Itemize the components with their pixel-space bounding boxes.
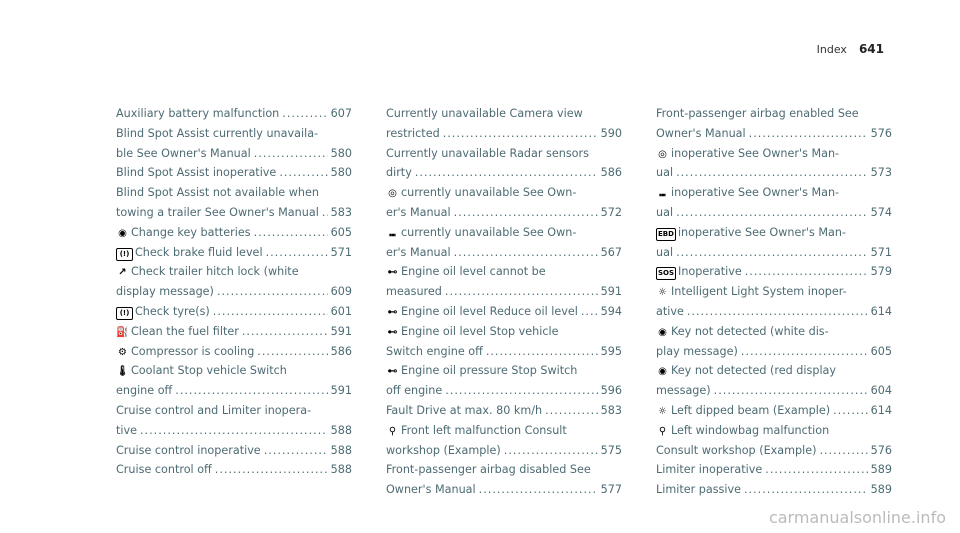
index-entry[interactable] bbox=[656, 361, 892, 401]
index-entry-line bbox=[386, 163, 622, 183]
index-entry[interactable] bbox=[386, 401, 622, 421]
index-entry[interactable] bbox=[116, 262, 352, 302]
page-reference[interactable]: 583 bbox=[330, 205, 352, 219]
entry-text: er's Manual bbox=[386, 205, 451, 219]
index-entry-line bbox=[656, 460, 892, 480]
entry-text: Engine oil level Stop vehicle bbox=[401, 324, 559, 338]
entry-text: restricted bbox=[386, 126, 440, 140]
compressor-icon: ⚙ bbox=[118, 346, 127, 358]
watermark: carmanualsonline.info bbox=[768, 508, 946, 527]
entry-text: Cruise control and Limiter inopera- bbox=[116, 403, 312, 417]
dot-leader bbox=[213, 302, 328, 322]
index-entry[interactable] bbox=[116, 124, 352, 164]
index-entry[interactable] bbox=[656, 322, 892, 362]
index-entry[interactable] bbox=[386, 262, 622, 302]
entry-text: Auxiliary battery malfunction bbox=[116, 107, 280, 120]
entry-text: Clean the fuel filter bbox=[131, 324, 239, 338]
index-entry-line bbox=[116, 243, 352, 263]
dot-leader bbox=[264, 441, 328, 461]
page-reference[interactable]: 576 bbox=[870, 126, 892, 140]
entry-text: Check tyre(s) bbox=[135, 304, 210, 318]
dot-leader bbox=[581, 302, 598, 322]
entry-text: currently unavailable See Own- bbox=[401, 225, 577, 239]
index-entry-line bbox=[116, 144, 352, 164]
index-entry-line bbox=[656, 381, 892, 401]
index-entry[interactable] bbox=[656, 460, 892, 480]
tire-pressure-icon: (!) bbox=[116, 307, 133, 320]
key-icon: ◉ bbox=[658, 326, 667, 338]
index-entry[interactable] bbox=[656, 223, 892, 263]
entry-text: ual bbox=[656, 166, 674, 180]
entry-text: Currently unavailable Radar sensors bbox=[386, 146, 589, 160]
entry-text: dirty bbox=[386, 166, 412, 180]
entry-text: Inoperative bbox=[678, 265, 742, 279]
page-reference[interactable]: 577 bbox=[600, 483, 622, 497]
dot-leader bbox=[242, 322, 328, 342]
index-entry-line bbox=[656, 322, 892, 342]
entry-text: inoperative See Owner's Man- bbox=[677, 225, 847, 239]
page-reference[interactable]: 574 bbox=[870, 205, 892, 219]
index-entry[interactable] bbox=[116, 183, 352, 223]
dot-leader bbox=[257, 342, 327, 362]
index-entry[interactable] bbox=[386, 223, 622, 263]
seat-icon: ⑉ bbox=[659, 188, 666, 200]
index-entry-line bbox=[386, 361, 622, 381]
entry-text: play message) bbox=[656, 344, 738, 358]
page-reference[interactable]: 605 bbox=[330, 225, 352, 239]
entry-text: Engine oil level Reduce oil level bbox=[401, 304, 578, 318]
page-reference[interactable]: 575 bbox=[600, 443, 622, 457]
index-entry-line bbox=[116, 441, 352, 461]
brake-warning-icon: (!) bbox=[116, 248, 133, 261]
index-column-2 bbox=[386, 104, 622, 500]
index-entry-line bbox=[386, 401, 622, 421]
entry-text: workshop (Example) bbox=[386, 443, 501, 457]
entry-text: Cruise control inoperative bbox=[116, 443, 261, 457]
index-entry-line bbox=[656, 183, 892, 203]
entry-text: Key not detected (red display bbox=[671, 364, 837, 378]
airbag-icon: ⚲ bbox=[658, 425, 667, 437]
dot-leader bbox=[445, 282, 598, 302]
index-entry-line bbox=[656, 441, 892, 461]
dot-leader bbox=[749, 124, 868, 144]
entry-text: Intelligent Light System inoper- bbox=[671, 285, 847, 299]
entry-text: Check trailer hitch lock (white bbox=[131, 265, 299, 279]
index-entry-line bbox=[116, 421, 352, 441]
entry-text: Fault Drive at max. 80 km/h bbox=[386, 403, 543, 417]
entry-text: Change key batteries bbox=[131, 225, 251, 239]
key-icon: ◉ bbox=[118, 227, 127, 239]
entry-text: Engine oil pressure Stop Switch bbox=[401, 364, 578, 378]
page-reference[interactable]: 567 bbox=[600, 245, 622, 259]
entry-text: Limiter inoperative bbox=[656, 463, 763, 477]
index-entry-line bbox=[116, 322, 352, 342]
sos-icon: SOS bbox=[656, 267, 676, 280]
dot-leader bbox=[676, 163, 868, 183]
page-reference[interactable]: 588 bbox=[330, 443, 352, 457]
entry-text: measured bbox=[386, 285, 442, 299]
index-entry-line bbox=[386, 262, 622, 282]
index-entry-line bbox=[116, 262, 352, 282]
index-entry-line bbox=[116, 460, 352, 480]
entry-text: message) bbox=[656, 384, 711, 398]
oil-pressure-icon: ⊷ bbox=[387, 366, 398, 378]
dot-leader bbox=[741, 342, 868, 362]
index-entry[interactable] bbox=[656, 421, 892, 461]
index-entry-line bbox=[116, 183, 352, 203]
page-reference[interactable]: 588 bbox=[330, 463, 352, 477]
page-reference[interactable]: 586 bbox=[600, 166, 622, 180]
dot-leader bbox=[282, 104, 327, 124]
index-entry[interactable] bbox=[656, 183, 892, 223]
index-entry-line bbox=[656, 144, 892, 164]
entry-text: Switch engine off bbox=[386, 344, 483, 358]
oil-can-icon: ⊷ bbox=[387, 267, 398, 279]
page-reference[interactable]: 591 bbox=[600, 285, 622, 299]
page-reference[interactable]: 591 bbox=[330, 324, 352, 338]
dot-leader bbox=[687, 302, 868, 322]
dot-leader bbox=[504, 441, 598, 461]
entry-text: engine off bbox=[116, 384, 173, 398]
page-reference[interactable]: 589 bbox=[870, 483, 892, 497]
index-entry-line bbox=[116, 163, 352, 183]
index-entry-line bbox=[386, 124, 622, 144]
index-entry-line bbox=[116, 124, 352, 144]
index-entry-line bbox=[656, 203, 892, 223]
page-reference[interactable]: 614 bbox=[870, 304, 892, 318]
page-reference[interactable]: 571 bbox=[330, 245, 352, 259]
entry-text: Coolant Stop vehicle Switch bbox=[131, 364, 287, 378]
ebd-icon: EBD bbox=[656, 228, 676, 241]
index-entry[interactable] bbox=[656, 262, 892, 282]
page-reference[interactable]: 596 bbox=[600, 384, 622, 398]
dot-leader bbox=[676, 243, 868, 263]
dot-leader bbox=[415, 163, 598, 183]
entry-text: Limiter passive bbox=[656, 483, 741, 497]
coolant-icon: 🌡 bbox=[116, 366, 129, 378]
fuel-filter-icon: ⛽ bbox=[116, 326, 129, 338]
index-entry[interactable] bbox=[386, 144, 622, 184]
trailer-hitch-icon: ↗ bbox=[118, 267, 127, 279]
oil-level-icon: ⊷ bbox=[387, 306, 398, 318]
entry-text: currently unavailable See Own- bbox=[401, 186, 577, 200]
entry-text: er's Manual bbox=[386, 245, 451, 259]
index-entry-line bbox=[116, 104, 352, 124]
dot-leader bbox=[215, 460, 328, 480]
index-entry[interactable] bbox=[656, 144, 892, 184]
dot-leader bbox=[714, 381, 868, 401]
seat-icon: ⑉ bbox=[389, 227, 396, 239]
index-entry-line bbox=[656, 480, 892, 500]
dot-leader bbox=[765, 460, 867, 480]
index-entry[interactable] bbox=[386, 361, 622, 401]
dot-leader bbox=[676, 203, 868, 223]
dot-leader bbox=[322, 203, 328, 223]
index-entry[interactable] bbox=[656, 480, 892, 500]
page-reference[interactable]: 589 bbox=[870, 463, 892, 477]
entry-text: Consult workshop (Example) bbox=[656, 443, 817, 457]
dot-leader bbox=[140, 421, 328, 441]
index-entry-line bbox=[656, 243, 892, 263]
dot-leader bbox=[175, 381, 327, 401]
index-column-3 bbox=[656, 104, 892, 500]
index-entry-line bbox=[116, 223, 352, 243]
light-icon: ☼ bbox=[658, 405, 667, 417]
index-entry-line bbox=[386, 421, 622, 441]
index-entry-line bbox=[386, 480, 622, 500]
dot-leader bbox=[254, 223, 328, 243]
entry-text: tive bbox=[116, 423, 137, 437]
page-reference[interactable]: 594 bbox=[600, 304, 622, 318]
page-reference[interactable]: 595 bbox=[600, 344, 622, 358]
entry-text: Owner's Manual bbox=[656, 126, 746, 140]
index-entry[interactable] bbox=[116, 401, 352, 441]
index-entry[interactable] bbox=[116, 342, 352, 362]
index-entry-line bbox=[386, 183, 622, 203]
dot-leader bbox=[445, 381, 597, 401]
index-entry-line bbox=[386, 381, 622, 401]
entry-text: inoperative See Owner's Man- bbox=[671, 186, 840, 200]
index-entry-line bbox=[656, 104, 892, 124]
entry-text: Left dipped beam (Example) bbox=[671, 403, 831, 417]
entry-text: Currently unavailable Camera view bbox=[386, 107, 583, 120]
index-entry-line bbox=[116, 282, 352, 302]
index-entry-line bbox=[656, 163, 892, 183]
index-column-1 bbox=[116, 104, 352, 480]
index-entry-line bbox=[656, 342, 892, 362]
index-entry[interactable] bbox=[116, 460, 352, 480]
entry-text: Owner's Manual bbox=[386, 483, 476, 497]
airbag-icon: ⚲ bbox=[388, 425, 397, 437]
index-entry-line bbox=[386, 203, 622, 223]
dot-leader bbox=[279, 163, 327, 183]
page-reference[interactable]: 591 bbox=[330, 384, 352, 398]
page-reference[interactable]: 607 bbox=[330, 107, 352, 120]
index-entry[interactable] bbox=[116, 361, 352, 401]
page-reference[interactable]: 571 bbox=[870, 245, 892, 259]
page-reference[interactable]: 583 bbox=[600, 403, 622, 417]
key-icon: ◉ bbox=[658, 366, 667, 378]
page-reference[interactable]: 580 bbox=[330, 166, 352, 180]
page-reference[interactable]: 604 bbox=[870, 384, 892, 398]
light-icon: ☼ bbox=[658, 287, 667, 299]
dot-leader bbox=[266, 243, 328, 263]
dot-leader bbox=[443, 124, 598, 144]
page-reference[interactable]: 579 bbox=[870, 265, 892, 279]
entry-text: Engine oil level cannot be bbox=[401, 265, 546, 279]
index-entry-line bbox=[116, 342, 352, 362]
page-reference[interactable]: 580 bbox=[330, 146, 352, 160]
index-entry-line bbox=[386, 144, 622, 164]
index-entry[interactable] bbox=[116, 322, 352, 342]
dot-leader bbox=[254, 144, 328, 164]
steering-assist-icon: ◎ bbox=[388, 188, 397, 200]
index-entry[interactable] bbox=[116, 302, 352, 322]
entry-text: Front-passenger airbag disabled See bbox=[386, 463, 591, 477]
index-entry-line bbox=[386, 441, 622, 461]
index-entry-line bbox=[386, 460, 622, 480]
index-entry[interactable] bbox=[116, 243, 352, 263]
page-reference[interactable]: 572 bbox=[600, 205, 622, 219]
index-entry-line bbox=[386, 342, 622, 362]
index-entry-line bbox=[656, 421, 892, 441]
entry-text: inoperative See Owner's Man- bbox=[671, 146, 840, 160]
dot-leader bbox=[833, 401, 868, 421]
index-entry[interactable] bbox=[386, 302, 622, 322]
page-reference[interactable]: 605 bbox=[870, 344, 892, 358]
index-entry[interactable] bbox=[656, 401, 892, 421]
entry-text: ble See Owner's Manual bbox=[116, 146, 251, 160]
index-entry-line bbox=[116, 203, 352, 223]
page-number: 641 bbox=[858, 42, 884, 56]
page-reference[interactable]: 609 bbox=[330, 285, 352, 299]
index-entry-line bbox=[386, 104, 622, 124]
index-entry[interactable] bbox=[116, 163, 352, 183]
dot-leader bbox=[454, 243, 598, 263]
index-entry-line bbox=[656, 302, 892, 322]
entry-text: display message) bbox=[116, 285, 214, 299]
section-title: Index bbox=[816, 43, 847, 56]
entry-text: off engine bbox=[386, 384, 443, 398]
entry-text: Check brake fluid level bbox=[135, 245, 263, 259]
page-reference[interactable]: 588 bbox=[330, 423, 352, 437]
entry-text: Blind Spot Assist currently unavaila- bbox=[116, 126, 319, 140]
index-entry[interactable] bbox=[386, 421, 622, 461]
page-reference[interactable]: 586 bbox=[330, 344, 352, 358]
index-entry-line bbox=[116, 361, 352, 381]
entry-text: Blind Spot Assist not available when bbox=[116, 186, 319, 200]
steering-assist-icon: ◎ bbox=[658, 148, 667, 160]
index-entry-line bbox=[386, 223, 622, 243]
index-entry-line bbox=[116, 401, 352, 421]
index-entry-line bbox=[656, 223, 892, 243]
dot-leader bbox=[744, 480, 868, 500]
entry-text: Left windowbag malfunction bbox=[671, 423, 830, 437]
page-reference[interactable]: 601 bbox=[330, 304, 352, 318]
index-entry-line bbox=[656, 124, 892, 144]
page-reference[interactable]: 573 bbox=[870, 166, 892, 180]
index-entry[interactable] bbox=[656, 282, 892, 322]
oil-level-icon: ⊷ bbox=[387, 326, 398, 338]
entry-text: towing a trailer See Owner's Manual bbox=[116, 205, 319, 219]
entry-text: ual bbox=[656, 245, 674, 259]
index-entry-line bbox=[116, 302, 352, 322]
page-reference[interactable]: 614 bbox=[870, 403, 892, 417]
entry-text: Key not detected (white dis- bbox=[671, 324, 829, 338]
index-entry[interactable] bbox=[386, 104, 622, 144]
index-entry-line bbox=[656, 401, 892, 421]
entry-text: ative bbox=[656, 304, 684, 318]
entry-text: Blind Spot Assist inoperative bbox=[116, 166, 277, 180]
entry-text: Front-passenger airbag enabled See bbox=[656, 107, 859, 120]
index-entry-line bbox=[656, 361, 892, 381]
dot-leader bbox=[454, 203, 598, 223]
dot-leader bbox=[479, 480, 598, 500]
index-entry-line bbox=[386, 322, 622, 342]
index-entry-line bbox=[386, 282, 622, 302]
index-entry[interactable] bbox=[386, 322, 622, 362]
entry-text: Compressor is cooling bbox=[131, 344, 255, 358]
page-reference[interactable]: 590 bbox=[600, 126, 622, 140]
entry-text: Front left malfunction Consult bbox=[401, 423, 567, 437]
index-entry[interactable] bbox=[656, 104, 892, 144]
page-header bbox=[817, 42, 884, 56]
index-entry[interactable] bbox=[116, 223, 352, 243]
dot-leader bbox=[819, 441, 867, 461]
index-entry[interactable] bbox=[386, 460, 622, 500]
dot-leader bbox=[217, 282, 328, 302]
index-entry-line bbox=[116, 381, 352, 401]
dot-leader bbox=[545, 401, 598, 421]
page-reference[interactable]: 576 bbox=[870, 443, 892, 457]
index-entry[interactable] bbox=[116, 104, 352, 124]
dot-leader bbox=[486, 342, 598, 362]
index-entry-line bbox=[656, 262, 892, 282]
index-entry[interactable] bbox=[116, 441, 352, 461]
entry-text: Cruise control off bbox=[116, 463, 212, 477]
entry-text: ual bbox=[656, 205, 674, 219]
index-entry-line bbox=[656, 282, 892, 302]
index-entry-line bbox=[386, 243, 622, 263]
index-entry[interactable] bbox=[386, 183, 622, 223]
index-entry-line bbox=[386, 302, 622, 322]
dot-leader bbox=[745, 262, 868, 282]
